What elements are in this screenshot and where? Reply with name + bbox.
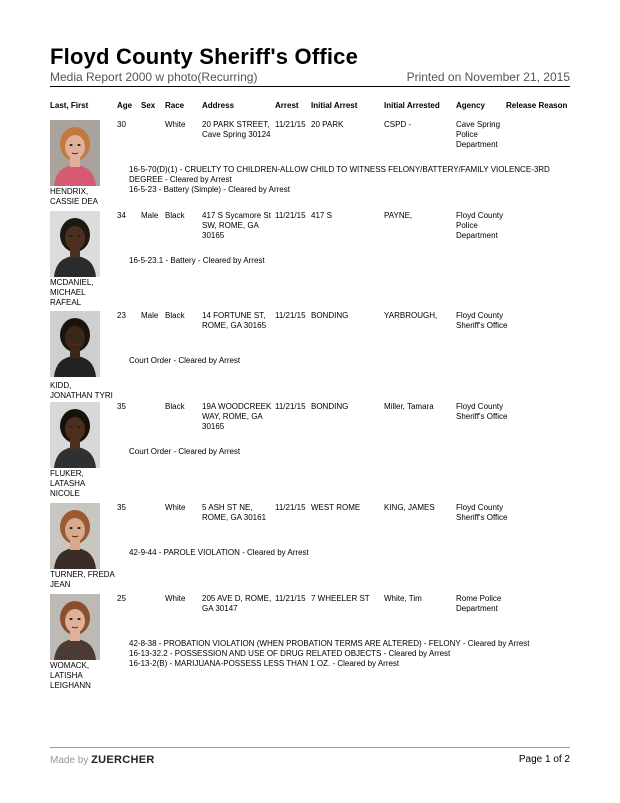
text-line: LATASHA	[50, 479, 86, 488]
text-line: LEIGHANN	[50, 681, 91, 690]
initial-arrest-cell: 20 PARK	[311, 120, 344, 129]
text-line: Rome Police	[456, 594, 502, 603]
text-line: JONATHAN TYRI	[50, 391, 113, 400]
initial-arrested-cell: Miller, Tamara	[384, 402, 434, 411]
charges-list	[129, 447, 579, 457]
text-line: LATISHA	[50, 671, 83, 680]
age-cell: 30	[117, 120, 126, 129]
age-cell: 23	[117, 311, 126, 320]
text-line: 30165	[202, 231, 225, 240]
initial-arrested-cell: PAYNE,	[384, 211, 413, 220]
text-line: DEGREE - Cleared by Arrest	[129, 175, 232, 184]
text-line: 42-9-44 - PAROLE VIOLATION - Cleared by Arrest	[129, 548, 309, 557]
arrest-date-cell: 11/21/15	[275, 120, 306, 129]
text-line: ROME, GA 30161	[202, 513, 267, 522]
text-line: 14 FORTUNE ST,	[202, 311, 266, 320]
arrest-date-cell: 11/21/15	[275, 402, 306, 411]
text-line: 19A WOODCREEK	[202, 402, 272, 411]
text-line: Sheriff's Office	[456, 412, 508, 421]
text-line: KIDD,	[50, 381, 72, 390]
agency-cell	[456, 211, 503, 241]
agency-cell	[456, 503, 507, 523]
text-line: Floyd County	[456, 311, 504, 320]
text-line: 5 ASH ST NE,	[202, 503, 253, 512]
initial-arrested-cell: CSPD -	[384, 120, 412, 129]
initial-arrest-cell: BONDING	[311, 402, 349, 411]
column-header-release-reason: Release Reason	[506, 101, 568, 110]
brand-logo: ZUERCHER	[91, 754, 155, 766]
text-line: Floyd County	[456, 503, 504, 512]
initial-arrested-cell: YARBROUGH,	[384, 311, 438, 320]
text-line: Floyd County	[456, 211, 504, 220]
charges-list	[129, 256, 579, 266]
address-cell	[202, 211, 271, 241]
mugshot-photo	[50, 402, 100, 468]
text-line: Court Order - Cleared by Arrest	[129, 356, 241, 365]
text-line: Cave Spring 30124	[202, 130, 271, 139]
column-header-age: Age	[117, 101, 133, 110]
person-name	[50, 469, 122, 499]
column-header-initial-arrest: Initial Arrest	[311, 101, 358, 110]
race-cell: White	[165, 594, 186, 603]
text-line: 42-8-38 - PROBATION VIOLATION (WHEN PROBATION TERMS ARE ALTERED) - FELONY - Cleared by Arrest	[129, 639, 530, 648]
agency-cell	[456, 311, 507, 331]
initial-arrest-cell: 7 WHEELER ST	[311, 594, 370, 603]
text-line: 16-13-32.2 - POSSESSION AND USE OF DRUG RELATED OBJECTS - Cleared by Arrest	[129, 649, 451, 658]
text-line: WOMACK,	[50, 661, 90, 670]
text-line: TURNER, FREDA	[50, 570, 115, 579]
made-by-label: Made by	[50, 755, 89, 766]
footer-rule	[50, 747, 570, 748]
text-line: ROME, GA 30165	[202, 321, 267, 330]
person-name	[50, 278, 122, 308]
text-line: 16-5-70(D)(1) - CRUELTY TO CHILDREN-ALLOW CHILD TO WITNESS FELONY/BATTERY/FAMILY VIOLENCE-3RD	[129, 165, 550, 174]
text-line: Sheriff's Office	[456, 321, 508, 330]
text-line: Police	[456, 130, 478, 139]
initial-arrest-cell: BONDING	[311, 311, 349, 320]
column-header-agency: Agency	[456, 101, 485, 110]
text-line: 16-13-2(B) - MARIJUANA-POSSESS LESS THAN 1 OZ. - Cleared by Arrest	[129, 659, 400, 668]
text-line: GA 30147	[202, 604, 238, 613]
text-line: Police	[456, 221, 478, 230]
text-line: 16-5-23.1 - Battery - Cleared by Arrest	[129, 256, 265, 265]
text-line: Department	[456, 604, 498, 613]
text-line: Cave Spring	[456, 120, 501, 129]
person-name	[50, 381, 122, 401]
text-line: Floyd County	[456, 402, 504, 411]
made-by	[50, 754, 155, 766]
column-header-arrest: Arrest	[275, 101, 299, 110]
arrest-date-cell: 11/21/15	[275, 211, 306, 220]
charges-list	[129, 639, 579, 669]
race-cell: White	[165, 120, 186, 129]
age-cell: 34	[117, 211, 126, 220]
printed-date: Printed on November 21, 2015	[406, 70, 570, 84]
race-cell: Black	[165, 402, 185, 411]
initial-arrest-cell: 417 S	[311, 211, 332, 220]
address-cell	[202, 402, 271, 432]
age-cell: 25	[117, 594, 126, 603]
address-cell	[202, 594, 271, 614]
text-line: 417 S Sycamore St	[202, 211, 271, 220]
text-line: HENDRIX,	[50, 187, 89, 196]
age-cell: 35	[117, 402, 126, 411]
text-line: Sheriff's Office	[456, 513, 508, 522]
column-header-sex: Sex	[141, 101, 156, 110]
column-header-name: Last, First	[50, 101, 89, 110]
text-line: Department	[456, 140, 498, 149]
report-subtitle: Media Report 2000 w photo(Recurring)	[50, 70, 258, 84]
text-line: 30165	[202, 422, 225, 431]
initial-arrest-cell: WEST ROME	[311, 503, 361, 512]
mugshot-photo	[50, 503, 100, 569]
person-name	[50, 570, 122, 590]
address-cell	[202, 120, 271, 140]
text-line: CASSIE DEA	[50, 197, 99, 206]
text-line: NICOLE	[50, 489, 80, 498]
address-cell	[202, 311, 266, 331]
text-line: WAY, ROME, GA	[202, 412, 263, 421]
text-line: 205 AVE D, ROME,	[202, 594, 272, 603]
page-number: Page 1 of 2	[518, 754, 570, 765]
charges-list	[129, 548, 579, 558]
charges-list	[129, 356, 579, 366]
mugshot-photo	[50, 311, 100, 377]
arrest-date-cell: 11/21/15	[275, 503, 306, 512]
column-header-initial-arrested: Initial Arrested	[384, 101, 440, 110]
column-header-address: Address	[202, 101, 235, 110]
agency-cell	[456, 120, 500, 150]
address-cell	[202, 503, 266, 523]
text-line: RAFEAL	[50, 298, 82, 307]
person-name	[50, 661, 122, 691]
column-header-race: Race	[165, 101, 185, 110]
race-cell: Black	[165, 211, 185, 220]
sex-cell: Male	[141, 311, 159, 320]
agency-cell	[456, 402, 507, 422]
text-line: JEAN	[50, 580, 71, 589]
text-line: MCDANIEL,	[50, 278, 94, 287]
age-cell: 35	[117, 503, 126, 512]
text-line: Court Order - Cleared by Arrest	[129, 447, 241, 456]
race-cell: Black	[165, 311, 185, 320]
text-line: Department	[456, 231, 498, 240]
arrest-date-cell: 11/21/15	[275, 311, 306, 320]
mugshot-photo	[50, 594, 100, 660]
mugshot-photo	[50, 120, 100, 186]
agency-cell	[456, 594, 501, 614]
text-line: 20 PARK STREET,	[202, 120, 270, 129]
race-cell: White	[165, 503, 186, 512]
page-title: Floyd County Sheriff's Office	[50, 44, 359, 69]
initial-arrested-cell: White, Tim	[384, 594, 422, 603]
charges-list	[129, 165, 579, 195]
text-line: MICHAEL	[50, 288, 86, 297]
header-rule	[50, 86, 570, 87]
text-line: SW, ROME, GA	[202, 221, 259, 230]
sex-cell: Male	[141, 211, 159, 220]
mugshot-photo	[50, 211, 100, 277]
arrest-date-cell: 11/21/15	[275, 594, 306, 603]
text-line: 16-5-23 - Battery (Simple) - Cleared by Arrest	[129, 185, 290, 194]
person-name	[50, 187, 122, 207]
initial-arrested-cell: KING, JAMES	[384, 503, 435, 512]
text-line: FLUKER,	[50, 469, 84, 478]
